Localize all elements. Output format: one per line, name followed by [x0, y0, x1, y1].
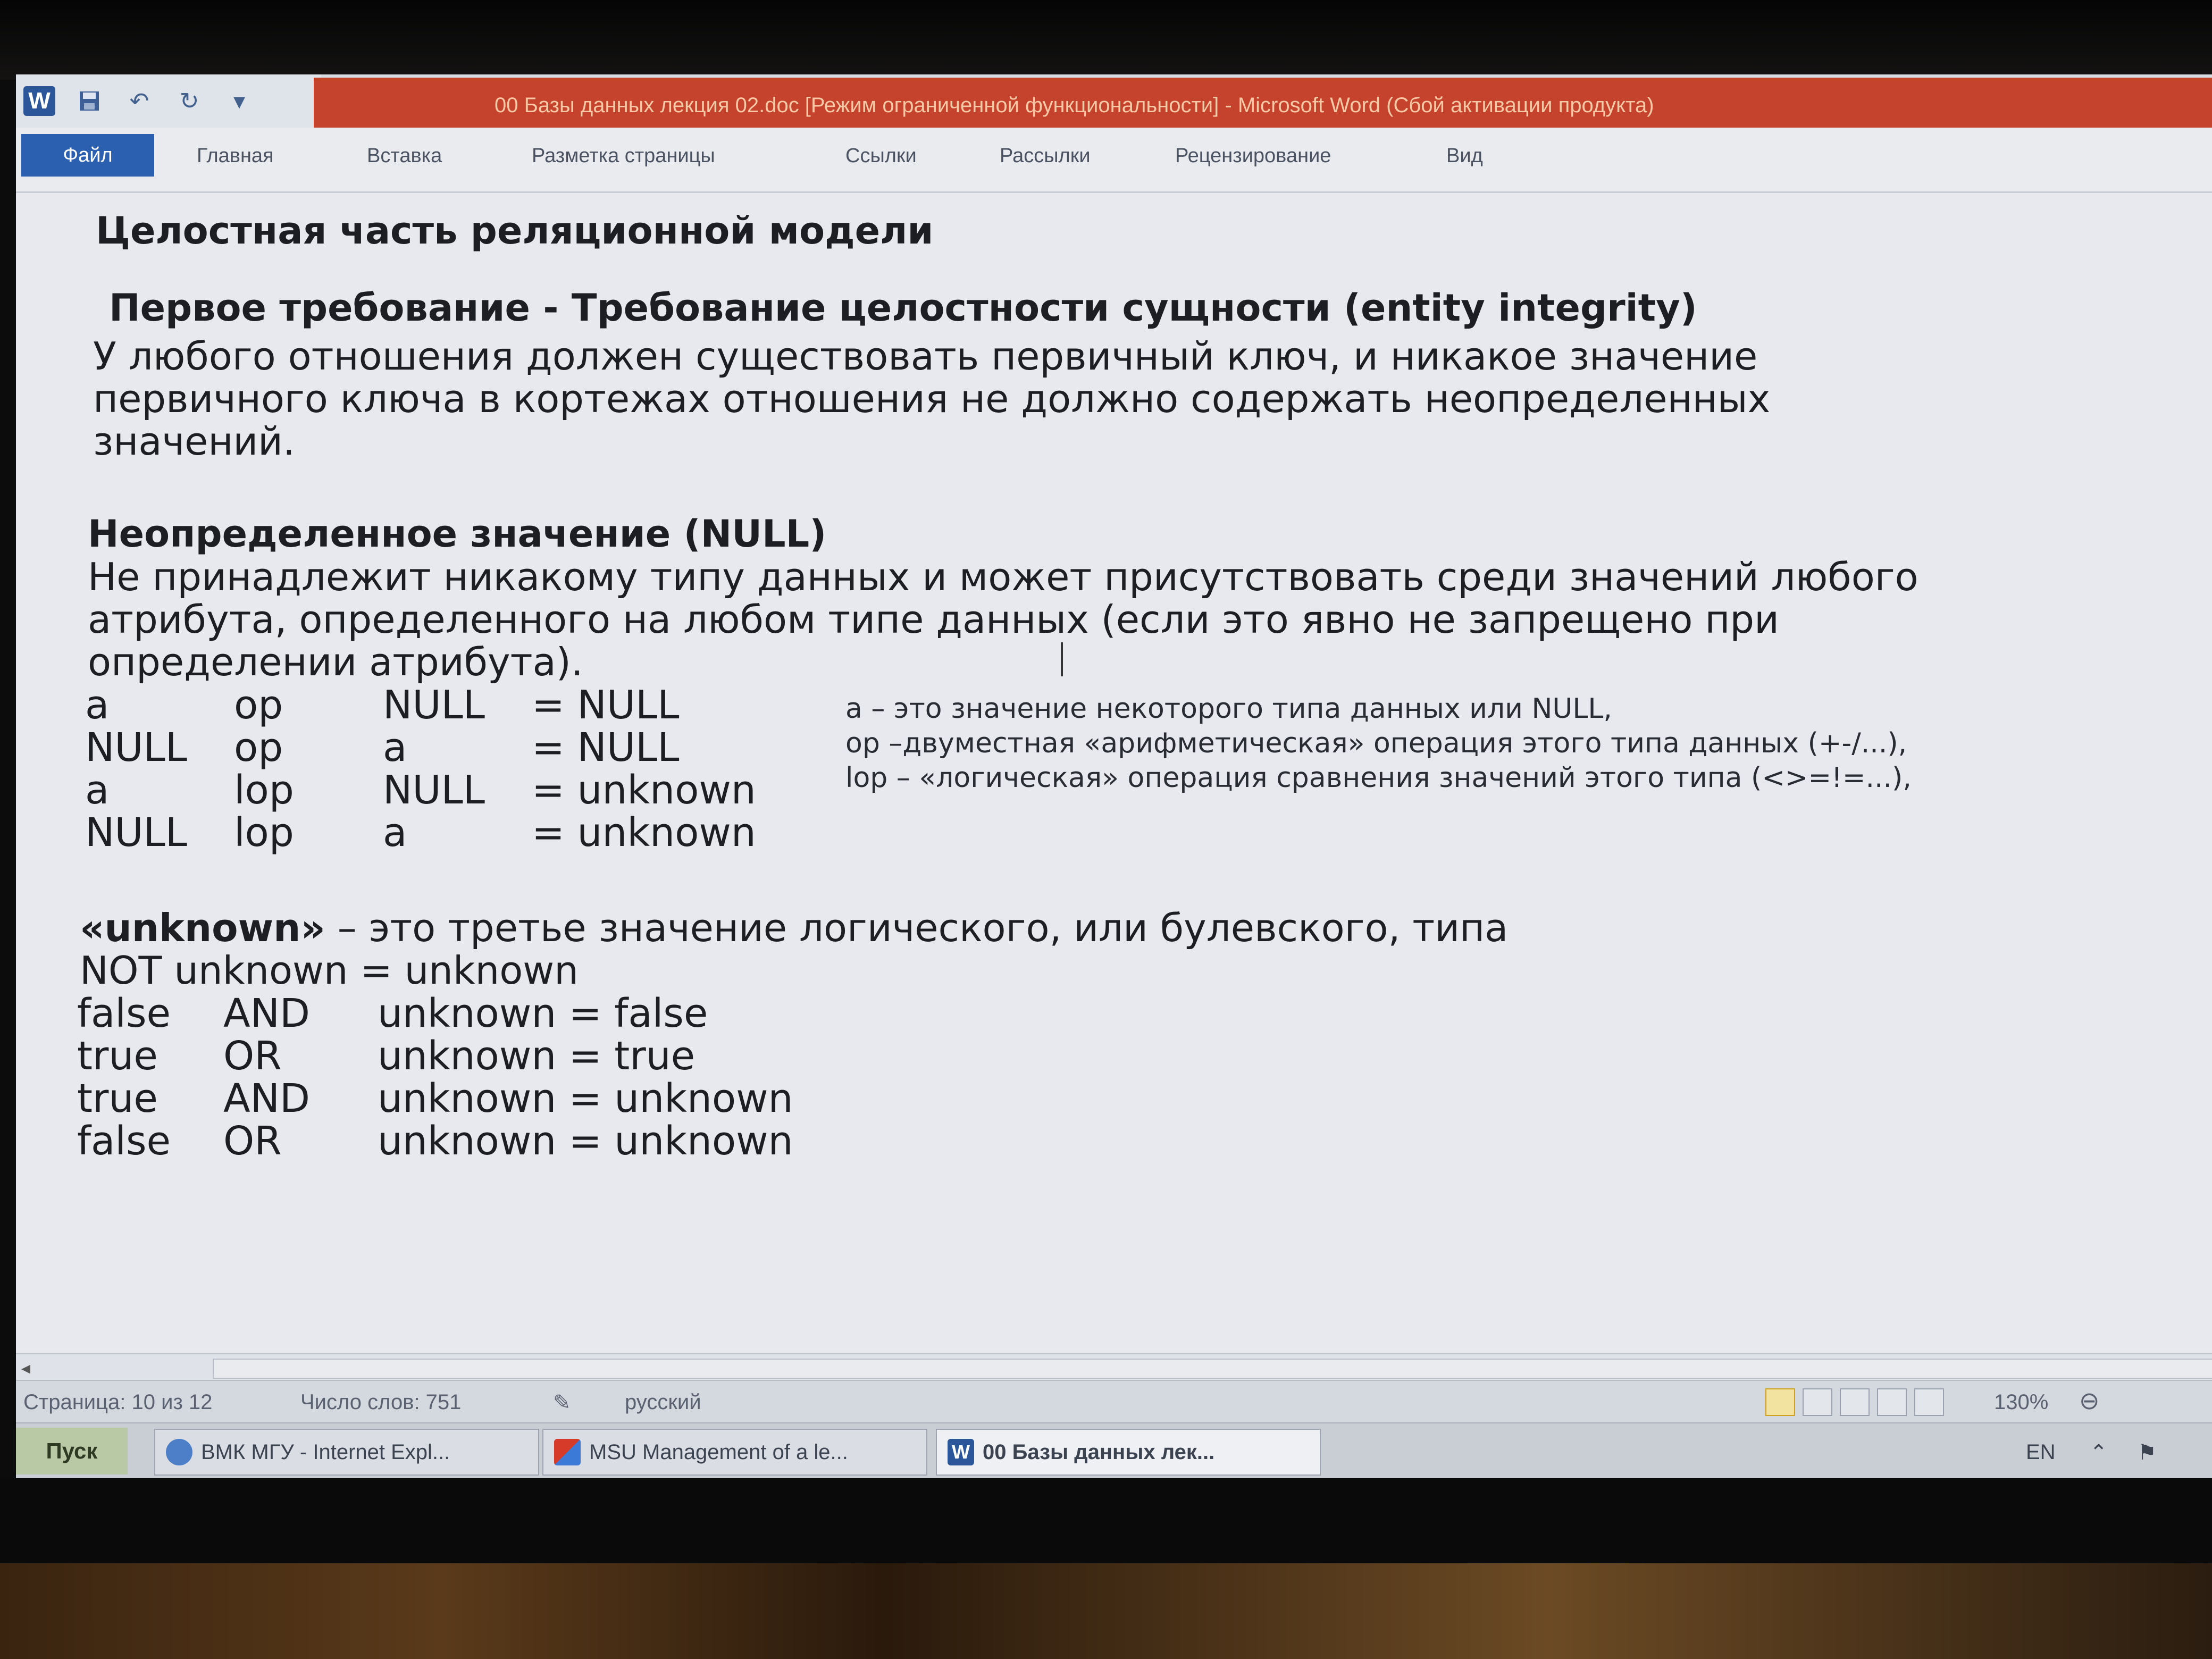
action-center-flag-icon[interactable]: ⚑: [2138, 1441, 2157, 1464]
null-op-a: NULL: [85, 810, 187, 856]
null-heading: Неопределенное значение (NULL): [88, 512, 827, 556]
title-bar: [16, 74, 2212, 128]
logic-op-a: true: [77, 1033, 158, 1079]
requirement-line-2: первичного ключа в кортежах отношения не должно содержать неопределенных: [93, 376, 1771, 421]
null-op-b: NULL: [383, 767, 485, 813]
monitor-bezel-top: [0, 0, 2212, 80]
save-icon[interactable]: [73, 86, 105, 116]
zoom-out-icon[interactable]: ⊖: [2079, 1387, 2100, 1414]
tab-insert[interactable]: Вставка: [367, 145, 442, 167]
null-op-a: a: [85, 767, 110, 813]
note-line-3: lop – «логическая» операция сравнения значений этого типа (<>=!=...),: [845, 762, 1912, 794]
logic-op-a: false: [77, 1118, 171, 1164]
ribbon-tabs: [16, 128, 2212, 193]
logic-op-op: OR: [223, 1118, 282, 1164]
null-op-result: = unknown: [532, 810, 756, 856]
null-line-2: атрибута, определенного на любом типе данных (если это явно не запрещено при: [88, 597, 1779, 642]
zoom-level[interactable]: 130%: [1994, 1390, 2049, 1414]
quick-access-toolbar: [16, 74, 321, 128]
scrollbar-thumb[interactable]: [213, 1359, 2212, 1379]
logic-op-result: unknown = false: [378, 991, 708, 1036]
note-line-1: a – это значение некоторого типа данных или NULL,: [845, 693, 1612, 725]
null-op-result: = NULL: [532, 682, 680, 728]
app-icon: [554, 1439, 581, 1465]
taskbar-item-label: ВМК МГУ - Internet Expl...: [201, 1440, 450, 1464]
word-icon: W: [948, 1439, 974, 1465]
logic-op-result: unknown = unknown: [378, 1076, 793, 1121]
taskbar-item-msu-management[interactable]: [542, 1429, 927, 1476]
word-app-icon[interactable]: W: [23, 86, 55, 116]
undo-icon[interactable]: ↶: [129, 87, 149, 115]
unknown-definition-text: – это третье значение логического, или булевского, типа: [325, 906, 1509, 950]
taskbar-item-label: 00 Базы данных лек...: [983, 1440, 1215, 1464]
section-heading: Целостная часть реляционной модели: [96, 209, 934, 253]
null-op-a: a: [85, 682, 110, 728]
input-language-indicator[interactable]: EN: [2026, 1440, 2056, 1464]
taskbar-item-label: MSU Management of a le...: [589, 1440, 848, 1464]
background-wall: [0, 1563, 2212, 1659]
taskbar: [16, 1422, 2212, 1478]
status-bar: [16, 1380, 2212, 1423]
not-unknown-line: NOT unknown = unknown: [80, 948, 579, 993]
unknown-term: «unknown»: [80, 906, 325, 950]
tab-mailings[interactable]: Рассылки: [1000, 145, 1091, 167]
text-cursor: [1061, 642, 1063, 676]
start-button[interactable]: Пуск: [16, 1428, 128, 1474]
null-line-3: определении атрибута).: [88, 640, 583, 684]
tab-home[interactable]: Главная: [197, 145, 274, 167]
taskbar-item-internet-explorer[interactable]: [154, 1429, 539, 1476]
scroll-left-icon[interactable]: ◂: [21, 1358, 31, 1379]
null-op-a: NULL: [85, 725, 187, 770]
tab-review[interactable]: Рецензирование: [1175, 145, 1331, 167]
logic-op-result: unknown = unknown: [378, 1118, 793, 1164]
null-op-b: NULL: [383, 682, 485, 728]
logic-op-op: AND: [223, 1076, 310, 1121]
requirement-line-3: значений.: [93, 419, 295, 464]
reading-view-icon[interactable]: [1803, 1388, 1832, 1416]
null-line-1: Не принадлежит никакому типу данных и может присутствовать среди значений любого: [88, 555, 1918, 599]
null-op-op: op: [234, 725, 283, 770]
tab-references[interactable]: Ссылки: [845, 145, 917, 167]
null-op-op: op: [234, 682, 283, 728]
outline-view-icon[interactable]: [1877, 1388, 1907, 1416]
tab-page-layout[interactable]: Разметка страницы: [532, 145, 715, 167]
unknown-definition: [80, 906, 1508, 950]
horizontal-scrollbar[interactable]: [16, 1353, 2212, 1381]
customize-toolbar-icon[interactable]: ▾: [233, 87, 246, 115]
redo-icon[interactable]: ↻: [179, 87, 199, 115]
logic-op-a: false: [77, 991, 171, 1036]
null-op-op: lop: [234, 810, 294, 856]
requirement-heading: Первое требование - Требование целостности сущности (entity integrity): [109, 286, 1697, 330]
page-count[interactable]: Страница: 10 из 12: [23, 1390, 213, 1414]
logic-op-a: true: [77, 1076, 158, 1121]
internet-explorer-icon: [166, 1439, 192, 1465]
tab-file[interactable]: Файл: [21, 134, 154, 177]
requirement-line-1: У любого отношения должен существовать первичный ключ, и никакое значение: [93, 334, 1758, 379]
document-page[interactable]: [16, 193, 2212, 1352]
monitor-bezel-bottom: [0, 1478, 2212, 1569]
logic-op-op: OR: [223, 1033, 282, 1079]
tray-expand-icon[interactable]: ⌃: [2090, 1441, 2108, 1464]
null-op-b: a: [383, 725, 407, 770]
null-op-result: = unknown: [532, 767, 756, 813]
note-line-2: op –двуместная «арифметическая» операция этого типа данных (+-/...),: [845, 727, 1907, 759]
draft-view-icon[interactable]: [1914, 1388, 1944, 1416]
tab-view[interactable]: Вид: [1446, 145, 1483, 167]
logic-op-result: unknown = true: [378, 1033, 696, 1079]
web-layout-view-icon[interactable]: [1840, 1388, 1870, 1416]
word-count[interactable]: Число слов: 751: [300, 1390, 462, 1414]
print-layout-view-icon[interactable]: [1765, 1388, 1795, 1416]
language-indicator[interactable]: русский: [625, 1390, 701, 1414]
proofing-icon[interactable]: ✎: [553, 1391, 571, 1414]
null-op-op: lop: [234, 767, 294, 813]
word-window: [16, 74, 2212, 1478]
null-op-result: = NULL: [532, 725, 680, 770]
null-op-b: a: [383, 810, 407, 856]
window-title: 00 Базы данных лекция 02.doc [Режим ограниченной функциональности] - Microsoft Word (Сбой активации продукта): [495, 94, 1654, 117]
logic-op-op: AND: [223, 991, 310, 1036]
taskbar-item-word-document[interactable]: [936, 1429, 1321, 1476]
